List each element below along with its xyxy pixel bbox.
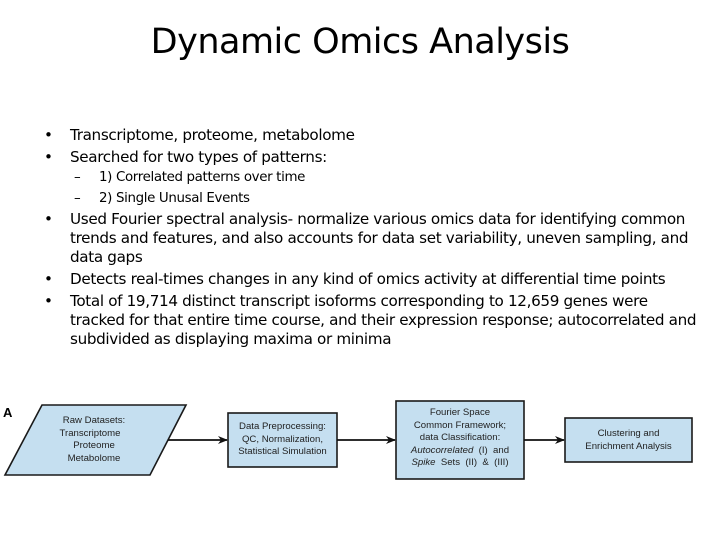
bullet-icon: •: [44, 292, 53, 310]
bullet-text: Used Fourier spectral analysis- normalize various omics data for identifying common trends and features, and also accounts for data set variability, uneven sampling, and data gaps: [70, 210, 689, 266]
node-line: QC, Normalization,: [241, 433, 324, 445]
italic-term: Spike: [411, 457, 436, 468]
node-line: [396, 457, 524, 470]
bullet-item: [44, 126, 704, 145]
bullet-text: Detects real-times changes in any kind of omics activity at differential time points: [70, 270, 666, 288]
slide-title: Dynamic Omics Analysis: [150, 22, 570, 62]
node-line: data Classification:: [419, 432, 501, 443]
italic-term: Autocorrelated: [410, 444, 474, 456]
sub-bullet-item: [44, 189, 704, 208]
bullet-item: [44, 270, 704, 289]
node-line: Transcriptome: [59, 427, 121, 439]
node-line-rest: Sets (II) & (III): [435, 457, 509, 468]
preprocessing-text: [228, 421, 337, 459]
bullet-icon: •: [44, 210, 53, 228]
bullet-list: [44, 126, 704, 352]
bullet-item: [44, 292, 704, 349]
node-line: Common Framework;: [413, 419, 507, 431]
bullet-text: Total of 19,714 distinct transcript isoforms corresponding to 12,659 genes were tracked for that entire time course, and their expression response; autocorrelated and subdivided as displaying maxima or minima: [70, 292, 697, 348]
bullet-item: [44, 210, 704, 267]
node-line: Clustering and: [597, 428, 660, 439]
sub-bullet-item: [44, 168, 704, 187]
node-line: Raw Datasets:: [62, 415, 126, 426]
bullet-text: Searched for two types of patterns:: [70, 148, 327, 166]
fourier-text: [396, 407, 524, 470]
bullet-icon: •: [44, 270, 53, 288]
workflow-diagram: [0, 395, 720, 490]
node-line: Proteome: [73, 440, 115, 451]
node-line: Statistical Simulation: [238, 446, 327, 457]
bullet-icon: •: [44, 126, 53, 144]
node-line-rest: (I) and: [473, 444, 510, 456]
dash-icon: –: [74, 191, 81, 206]
bullet-text: Transcriptome, proteome, metabolome: [70, 126, 355, 144]
node-line: Enrichment Analysis: [585, 440, 672, 452]
sub-bullet-text: 1) Correlated patterns over time: [99, 170, 306, 185]
node-line: Metabolome: [67, 452, 121, 464]
clustering-text: [565, 428, 692, 453]
node-line: [396, 445, 524, 458]
bullet-item: [44, 148, 704, 167]
node-line: Fourier Space: [429, 407, 491, 418]
bullet-icon: •: [44, 148, 53, 166]
node-line: Data Preprocessing:: [239, 421, 326, 432]
sub-bullet-text: 2) Single Unusal Events: [99, 191, 250, 206]
panel-label: A: [3, 405, 13, 420]
raw-datasets-text: [48, 415, 140, 465]
dash-icon: –: [74, 170, 81, 185]
